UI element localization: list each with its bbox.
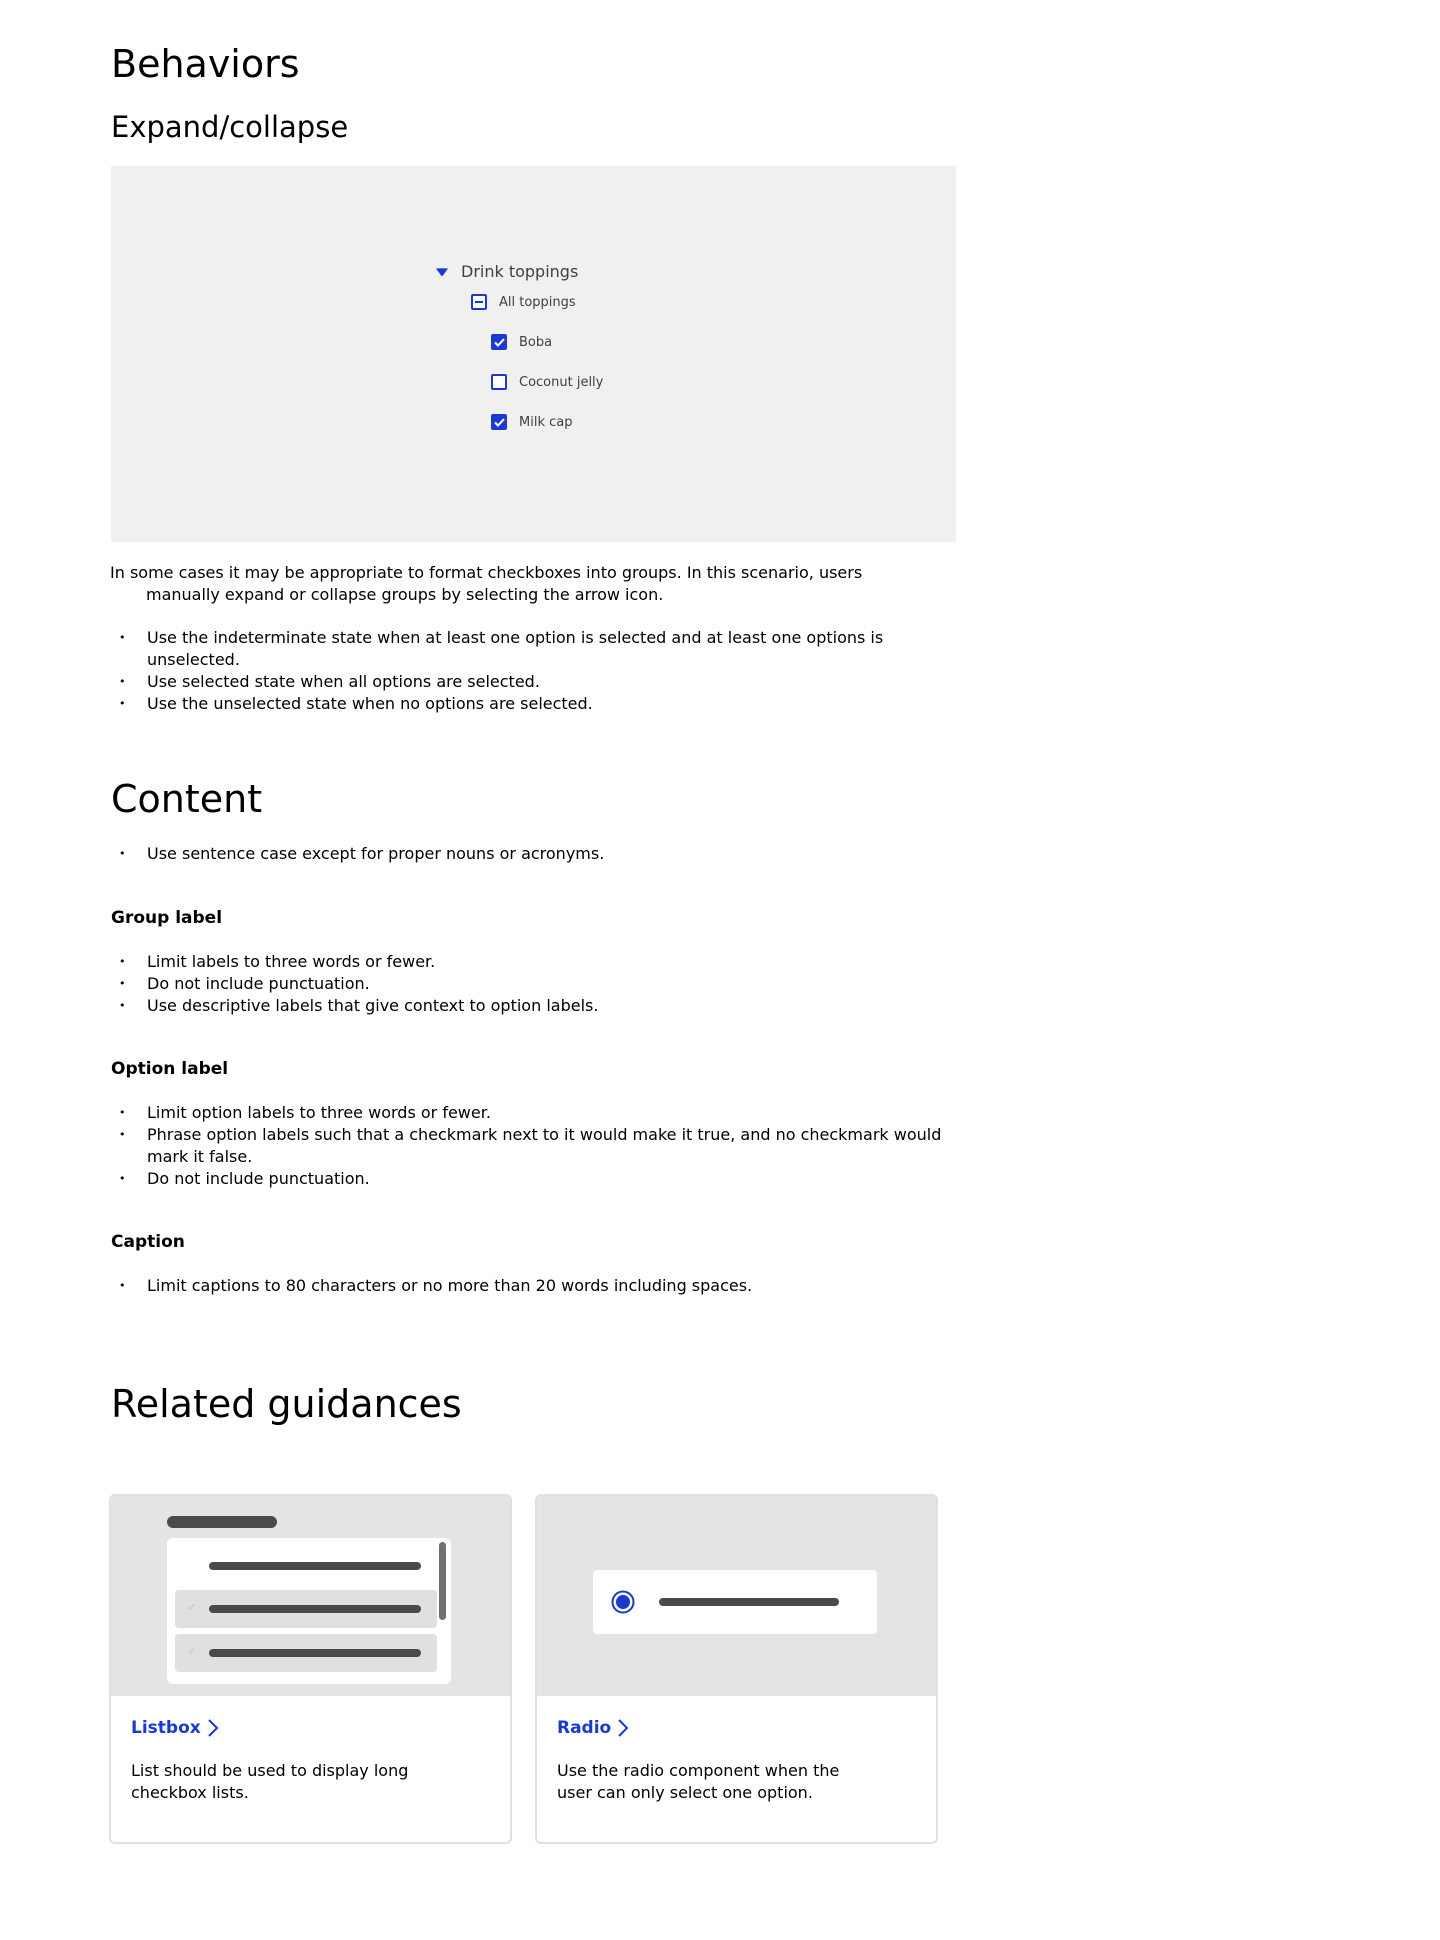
tree-parent-label: Drink toppings — [461, 262, 579, 281]
listbox-title-bar — [167, 1516, 277, 1528]
caption-heading: Caption — [111, 1232, 185, 1252]
tree-group-row[interactable] — [471, 294, 576, 310]
radio-selected-icon — [611, 1590, 635, 1614]
tree-group-label: All toppings — [499, 294, 576, 310]
listbox-link[interactable] — [131, 1716, 219, 1740]
group-label-heading: Group label — [111, 908, 223, 928]
listbox-row-bar — [209, 1649, 421, 1657]
list-item: • Limit labels to three words or fewer. — [111, 951, 956, 973]
list-item: • Do not include punctuation. — [111, 973, 956, 995]
checkbox-tree-demo — [111, 166, 956, 542]
list-item: • Use selected state when all options are selected. — [111, 671, 956, 693]
radio-illustration-icon — [537, 1496, 936, 1696]
tree-option-row[interactable] — [491, 334, 552, 350]
tree-option-row[interactable] — [491, 374, 603, 390]
content-heading: Content — [111, 777, 263, 821]
listbox-row-bar — [209, 1562, 421, 1570]
tree-option-label: Milk cap — [519, 414, 573, 430]
radio-card[interactable] — [535, 1494, 938, 1844]
listbox-description: List should be used to display long checkbox lists. — [131, 1761, 409, 1802]
check-icon: ✓ — [187, 1644, 198, 1658]
list-item: • Phrase option labels such that a checkmark next to it would make it true, and no checkmark would mark it false. — [111, 1124, 956, 1168]
radio-link[interactable] — [557, 1716, 629, 1740]
tree-option-row[interactable] — [491, 414, 572, 430]
listbox-card[interactable] — [109, 1494, 512, 1844]
list-item: • Limit captions to 80 characters or no more than 20 words including spaces. — [111, 1275, 956, 1297]
expand-collapse-description: In some cases it may be appropriate to format checkboxes into groups. In this scenario, users manually expand or collapse groups by selecting the arrow icon. — [110, 563, 863, 604]
list-item: • Limit option labels to three words or fewer. — [111, 1102, 956, 1124]
scrollbar-thumb — [439, 1542, 446, 1620]
unchecked-checkbox-icon[interactable] — [491, 374, 507, 390]
content-bullets — [111, 843, 956, 865]
caption-bullets — [111, 1275, 956, 1297]
tree-parent-row[interactable] — [435, 262, 578, 281]
listbox-illustration-icon — [111, 1496, 510, 1696]
listbox-panel — [167, 1538, 451, 1684]
list-item: • Do not include punctuation. — [111, 1168, 956, 1190]
option-label-heading: Option label — [111, 1059, 229, 1079]
expand-collapse-heading: Expand/collapse — [111, 110, 349, 144]
checked-checkbox-icon[interactable] — [491, 334, 507, 350]
chevron-right-icon — [617, 1718, 629, 1738]
radio-description: Use the radio component when the user can only select one option. — [557, 1761, 840, 1802]
radio-link-label: Radio — [557, 1718, 612, 1738]
tree-option-label: Boba — [519, 334, 553, 350]
related-guidances-heading: Related guidances — [111, 1382, 462, 1426]
radio-option-panel — [593, 1570, 877, 1634]
tree-option-label: Coconut jelly — [519, 374, 604, 390]
listbox-link-label: Listbox — [131, 1718, 201, 1738]
checked-checkbox-icon[interactable] — [491, 414, 507, 430]
check-icon: ✓ — [187, 1600, 198, 1614]
caret-down-icon[interactable] — [435, 265, 449, 279]
listbox-row-bar — [209, 1605, 421, 1613]
list-item: • Use the unselected state when no options are selected. — [111, 693, 956, 715]
group-label-bullets — [111, 951, 956, 1017]
list-item: • Use sentence case except for proper nouns or acronyms. — [111, 843, 956, 865]
listbox-selected-row — [175, 1634, 437, 1672]
listbox-selected-row — [175, 1590, 437, 1628]
indeterminate-checkbox-icon[interactable] — [471, 294, 487, 310]
chevron-right-icon — [207, 1718, 219, 1738]
list-item: • Use the indeterminate state when at least one option is selected and at least one options is unselected. — [111, 627, 956, 671]
expand-collapse-bullets — [111, 627, 956, 715]
behaviors-heading: Behaviors — [111, 42, 300, 86]
radio-label-bar — [659, 1598, 839, 1606]
option-label-bullets — [111, 1102, 956, 1190]
list-item: • Use descriptive labels that give context to option labels. — [111, 995, 956, 1017]
